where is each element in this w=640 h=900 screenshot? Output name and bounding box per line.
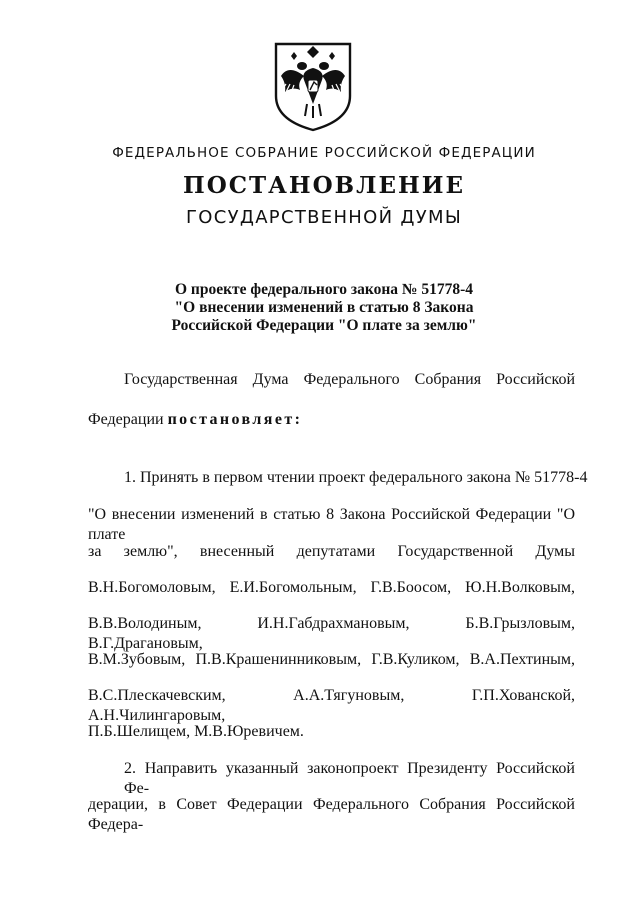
preamble-prefix: Федерации <box>88 411 164 428</box>
item-line: В.С.Плескачевским, А.А.Тягуновым, Г.П.Хованской, А.Н.Чилингаровым, <box>88 687 575 724</box>
item-line: 2. Направить указанный законопроект Президенту Российской Фе- <box>124 760 575 797</box>
item-line: за землю", внесенный депутатами Государственной Думы <box>88 543 575 560</box>
item-line: В.М.Зубовым, П.В.Крашенинниковым, Г.В.Куликом, В.А.Пехтиным, <box>88 651 575 668</box>
resolution-heading <box>0 281 640 335</box>
item-line: В.В.Володиным, И.Н.Габдрахмановым, Б.В.Грызловым, В.Г.Драгановым, <box>88 615 575 652</box>
item-line: П.Б.Шелищем, М.В.Юревичем. <box>88 723 304 740</box>
heading-line: "О внесении изменений в статью 8 Закона <box>174 299 474 316</box>
organization-name: ФЕДЕРАЛЬНОЕ СОБРАНИЕ РОССИЙСКОЙ ФЕДЕРАЦИИ <box>112 145 536 161</box>
coat-of-arms-emblem <box>272 40 354 132</box>
preamble-decree-word: постановляет: <box>167 411 303 428</box>
item-line: дерации, в Совет Федерации Федерального Собрания Российской Федера- <box>88 796 575 833</box>
item-line: 1. Принять в первом чтении проект федерального закона № 51778-4 <box>124 469 588 486</box>
document-type: ПОСТАНОВЛЕНИЕ <box>183 172 465 199</box>
issuer-name: ГОСУДАРСТВЕННОЙ ДУМЫ <box>185 207 463 228</box>
preamble-line: Государственная Дума Федерального Собрания Российской <box>124 371 575 388</box>
item-line: "О внесении изменений в статью 8 Закона Российской Федерации "О плате <box>88 506 575 543</box>
item-line: В.Н.Богомоловым, Е.И.Богомольным, Г.В.Боосом, Ю.Н.Волковым, <box>88 579 575 596</box>
preamble-line <box>88 410 302 430</box>
heading-line: Российской Федерации "О плате за землю" <box>171 317 477 334</box>
heading-line: О проекте федерального закона № 51778-4 <box>174 281 473 298</box>
